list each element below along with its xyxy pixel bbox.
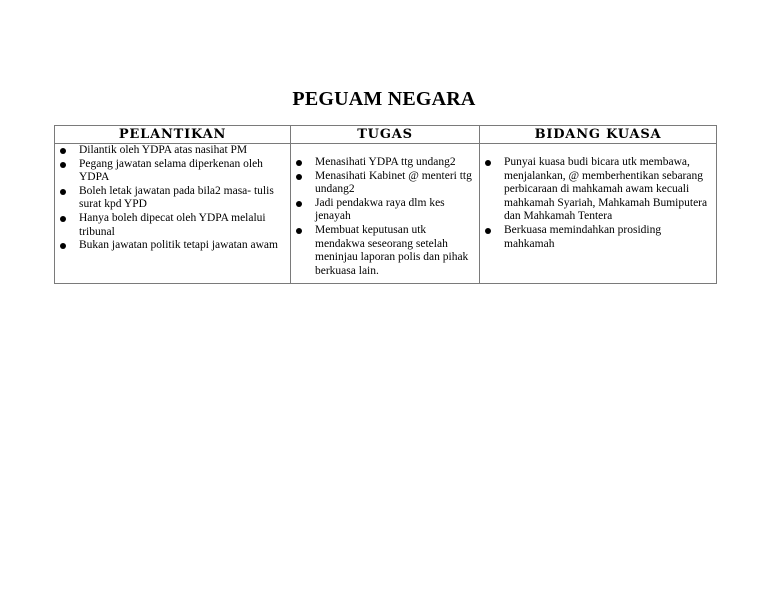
column-header-pelantikan: PELANTIKAN (55, 126, 291, 144)
bullet-dot-icon (296, 228, 302, 234)
column-header-tugas: TUGAS (291, 126, 480, 144)
list-item (480, 224, 714, 251)
list-item-text: Membuat keputusan utk mendakwa seseorang setelah meninjau laporan polis dan pihak berkuasa lain. (315, 223, 469, 277)
info-table (54, 125, 717, 284)
list-item (291, 170, 477, 197)
tugas-list (291, 144, 477, 278)
page-title: PEGUAM NEGARA (292, 88, 476, 110)
bullet-dot-icon (296, 174, 302, 180)
bullet-dot-icon (60, 148, 66, 154)
pelantikan-list (55, 144, 288, 253)
list-item (55, 144, 288, 158)
list-item-text: Menasihati Kabinet @ menteri ttg undang2 (315, 169, 472, 196)
list-item-text: Menasihati YDPA ttg undang2 (315, 156, 456, 168)
list-item (291, 197, 477, 224)
table-header-row (55, 126, 717, 144)
list-item-text: Berkuasa memindahkan prosiding mahkamah (504, 223, 662, 250)
bullet-dot-icon (60, 243, 66, 249)
tugas-cell (291, 144, 480, 284)
bidang-kuasa-list (480, 144, 714, 251)
list-item (55, 158, 288, 185)
list-item-text: Bukan jawatan politik tetapi jawatan awam (79, 239, 278, 252)
list-item (55, 185, 288, 212)
pelantikan-cell (55, 144, 291, 284)
table-row (55, 144, 717, 284)
list-item (55, 239, 288, 253)
list-item-text: Dilantik oleh YDPA atas nasihat PM (79, 144, 248, 156)
bullet-dot-icon (296, 160, 302, 166)
list-item-text: Pegang jawatan selama diperkenan oleh YDPA (79, 157, 263, 184)
list-item-text: Jadi pendakwa raya dlm kes jenayah (315, 196, 445, 223)
list-item-text: Punyai kuasa budi bicara utk membawa, menjalankan, @ memberhentikan sebarang perbicaraan di mahkamah awam kecuali mahkamah Syariah, Mahkamah Bumiputera dan Mahkamah Tentera (504, 156, 708, 223)
column-header-bidang-kuasa: BIDANG KUASA (480, 126, 717, 144)
bullet-dot-icon (485, 160, 491, 166)
bullet-dot-icon (60, 162, 66, 168)
bullet-dot-icon (485, 228, 491, 234)
bullet-dot-icon (296, 201, 302, 207)
list-item (291, 156, 477, 170)
bullet-dot-icon (60, 189, 66, 195)
list-item (291, 224, 477, 278)
list-item (55, 212, 288, 239)
list-item-text: Hanya boleh dipecat oleh YDPA melalui tribunal (79, 211, 266, 238)
bullet-dot-icon (60, 216, 66, 222)
list-item (480, 156, 714, 224)
bidang-kuasa-cell (480, 144, 717, 284)
list-item-text: Boleh letak jawatan pada bila2 masa- tulis surat kpd YPD (79, 184, 274, 211)
